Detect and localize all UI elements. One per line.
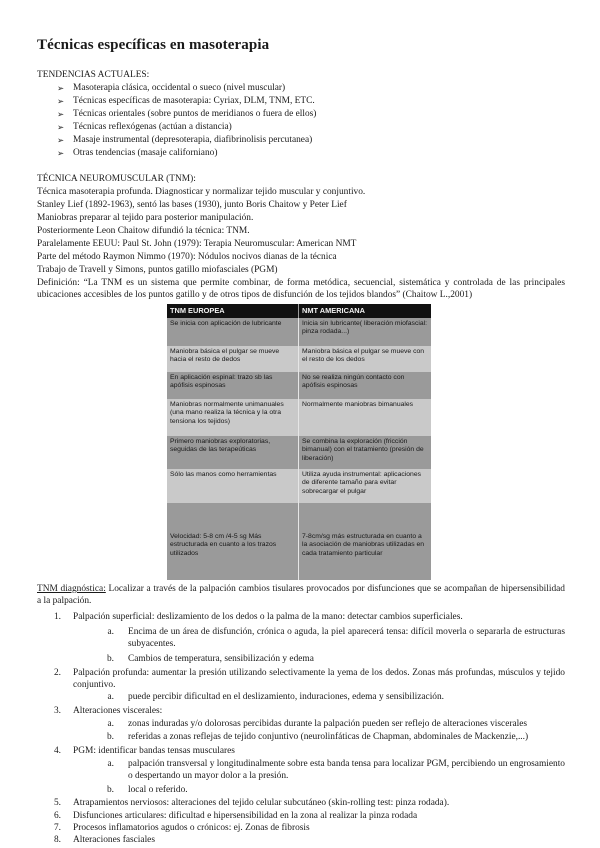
list-letter: b.: [106, 732, 114, 742]
table-cell: Maniobras normalmente unimanuales (una mano realiza la técnica y la otra tensiona los tejidos): [167, 399, 298, 436]
table-cell: No se realiza ningún contacto con apófisis espinosas: [299, 372, 431, 399]
list-item: Procesos inflamatorios agudos o crónicos: ej. Zonas de fibrosis: [73, 823, 310, 833]
tnm-line: Paralelamente EEUU: Paul St. John (1979): Terapia Neuromuscular: American NMT: [37, 239, 357, 249]
table-cell: Utiliza ayuda instrumental: aplicaciones de diferente tamaño para evitar sobrecargar el pulgar: [299, 469, 431, 503]
tnm-line: Técnica masoterapia profunda. Diagnosticar y normalizar tejido muscular y conjuntivo.: [37, 187, 366, 197]
list-letter: b.: [106, 785, 114, 795]
list-number: 8.: [53, 835, 61, 845]
tendencias-item: Masaje instrumental (depresoterapia, diafibrinolisis percutanea): [73, 135, 313, 145]
tendencias-item: Masoterapia clásica, occidental o sueco (nivel muscular): [73, 83, 286, 93]
list-item: Alteraciones fasciales: [73, 835, 155, 845]
arrow-bullet-icon: ➢: [57, 148, 65, 158]
tendencias-item: Técnicas reflexógenas (actúan a distancia): [73, 122, 232, 132]
list-subitem: palpación transversal y longitudinalmente sobre esta banda tensa para localizar PGM, percibiendo un engrosamiento o despertando un mayor dolor a la presión.: [128, 759, 565, 781]
list-item: Alteraciones viscerales:: [73, 706, 163, 716]
list-letter: a.: [107, 719, 114, 729]
list-letter: b.: [106, 654, 114, 664]
table-column-divider: [298, 318, 299, 580]
list-number: 1.: [53, 612, 61, 622]
tnm-line: Posteriormente Leon Chaitow difundió la técnica: TNM.: [37, 226, 250, 236]
tnm-line: Parte del método Raymon Nimmo (1970): Nódulos nocivos dianas de la técnica: [37, 252, 337, 262]
list-subitem: Cambios de temperatura, sensibilización y edema: [128, 654, 314, 664]
tendencias-item: Técnicas específicas de masoterapia: Cyriax, DLM, TNM, ETC.: [73, 96, 315, 106]
arrow-bullet-icon: ➢: [57, 96, 65, 106]
table-cell: Velocidad: 5-8 cm /4-5 sg Más estructurada en cuanto a los trazos utilizados: [167, 503, 298, 580]
tnm-line: Trabajo de Travell y Simons, puntos gatillo miofasciales (PGM): [37, 265, 278, 275]
arrow-bullet-icon: ➢: [57, 109, 65, 119]
list-item: Atrapamientos nerviosos: alteraciones del tejido celular subcutáneo (skin-rolling test: pinza rodada).: [73, 798, 450, 808]
list-subitem: puede percibir dificultad en el deslizamiento, induraciones, edema y sensibilización.: [128, 692, 445, 702]
list-number: 2.: [53, 668, 61, 678]
arrow-bullet-icon: ➢: [57, 135, 65, 145]
list-letter: a.: [107, 692, 114, 702]
arrow-bullet-icon: ➢: [57, 83, 65, 93]
tnm-definition: Definición: “La TNM es un sistema que permite combinar, de forma metódica, secuencial, sistemática y controlada de las principales ubicaciones accesibles de los puntos gatillo y de otros tipos de disfunción de los tejidos blandos” (Chaitow L.,2001): [37, 278, 565, 300]
table-cell: Se combina la exploración (fricción bimanual) con el tratamiento (presión de liberación): [299, 436, 431, 469]
tnm-heading: TÉCNICA NEUROMUSCULAR (TNM):: [37, 174, 196, 184]
tnm-line: Maniobras preparar al tejido para posterior manipulación.: [37, 213, 254, 223]
list-subitem: Encima de un área de disfunción, crónica o aguda, la piel aparecerá tensa: difícil moverla o separarla de estructuras subyacentes.: [128, 627, 565, 649]
list-item: Palpación profunda: aumentar la presión utilizando selectivamente la yema de los dedos. Zonas más profundas, músculos y tejido conjuntivo.: [73, 668, 565, 690]
table-cell: Inicia sin lubricante( liberación miofascial: pinza rodada...): [299, 318, 431, 346]
diagnostica-label: TNM diagnóstica:: [37, 584, 106, 594]
page-title: Técnicas específicas en masoterapia: [37, 37, 270, 53]
list-subitem: referidas a zonas reflejas de tejido conjuntivo (neurolinfáticas de Chapman, abdominales de Mackenzie,...): [128, 732, 529, 742]
table-header-europea: TNM EUROPEA: [167, 304, 298, 318]
table-cell: En aplicación espinal: trazo sb las apófisis espinosas: [167, 372, 298, 399]
list-number: 7.: [53, 823, 61, 833]
table-cell: 7-8cm/sg más estructurada en cuanto a la asociación de maniobras utilizadas en cada tratamiento particular: [299, 503, 431, 580]
tendencias-item: Otras tendencias (masaje californiano): [73, 148, 218, 158]
list-letter: a.: [107, 759, 114, 769]
table-header-americana: NMT AMERICANA: [299, 304, 431, 318]
table-cell: Sólo las manos como herramientas: [167, 469, 298, 503]
list-item: Disfunciones articulares: dificultad e hipersensibilidad en la zona al realizar la pinza rodada: [73, 811, 418, 821]
list-letter: a.: [107, 627, 114, 637]
list-subitem: local o referido.: [128, 785, 188, 795]
diagnostica-intro: [37, 583, 565, 607]
table-cell: Maniobra básica el pulgar se mueve hacia el resto de dedos: [167, 346, 298, 372]
list-number: 5.: [53, 798, 61, 808]
comparison-table: [167, 304, 431, 580]
diagnostica-intro-text: Localizar a través de la palpación cambios tisulares provocados por disfunciones que se acompañan de hipersensibilidad a la palpación.: [37, 584, 565, 606]
arrow-bullet-icon: ➢: [57, 122, 65, 132]
tendencias-item: Técnicas orientales (sobre puntos de meridianos o fuera de ellos): [73, 109, 317, 119]
list-number: 6.: [53, 811, 61, 821]
table-cell: Maniobra básica el pulgar se mueve con el resto de los dedos: [299, 346, 431, 372]
list-number: 4.: [53, 746, 61, 756]
list-number: 3.: [53, 706, 61, 716]
tnm-line: Stanley Lief (1892-1963), sentó las bases (1930), junto Boris Chaitow y Peter Lief: [37, 200, 347, 210]
table-cell: Se inicia con aplicación de lubricante: [167, 318, 298, 346]
list-subitem: zonas induradas y/o dolorosas percibidas durante la palpación pueden ser reflejo de alteraciones viscerales: [128, 719, 528, 729]
list-item: PGM: identificar bandas tensas musculares: [73, 746, 235, 756]
list-item: Palpación superficial: deslizamiento de los dedos o la palma de la mano: detectar cambios superficiales.: [73, 612, 463, 622]
table-cell: Normalmente maniobras bimanuales: [299, 399, 431, 436]
tendencias-heading: TENDENCIAS ACTUALES:: [37, 70, 150, 80]
table-cell: Primero maniobras exploratorias, seguidas de las terapeúticas: [167, 436, 298, 469]
